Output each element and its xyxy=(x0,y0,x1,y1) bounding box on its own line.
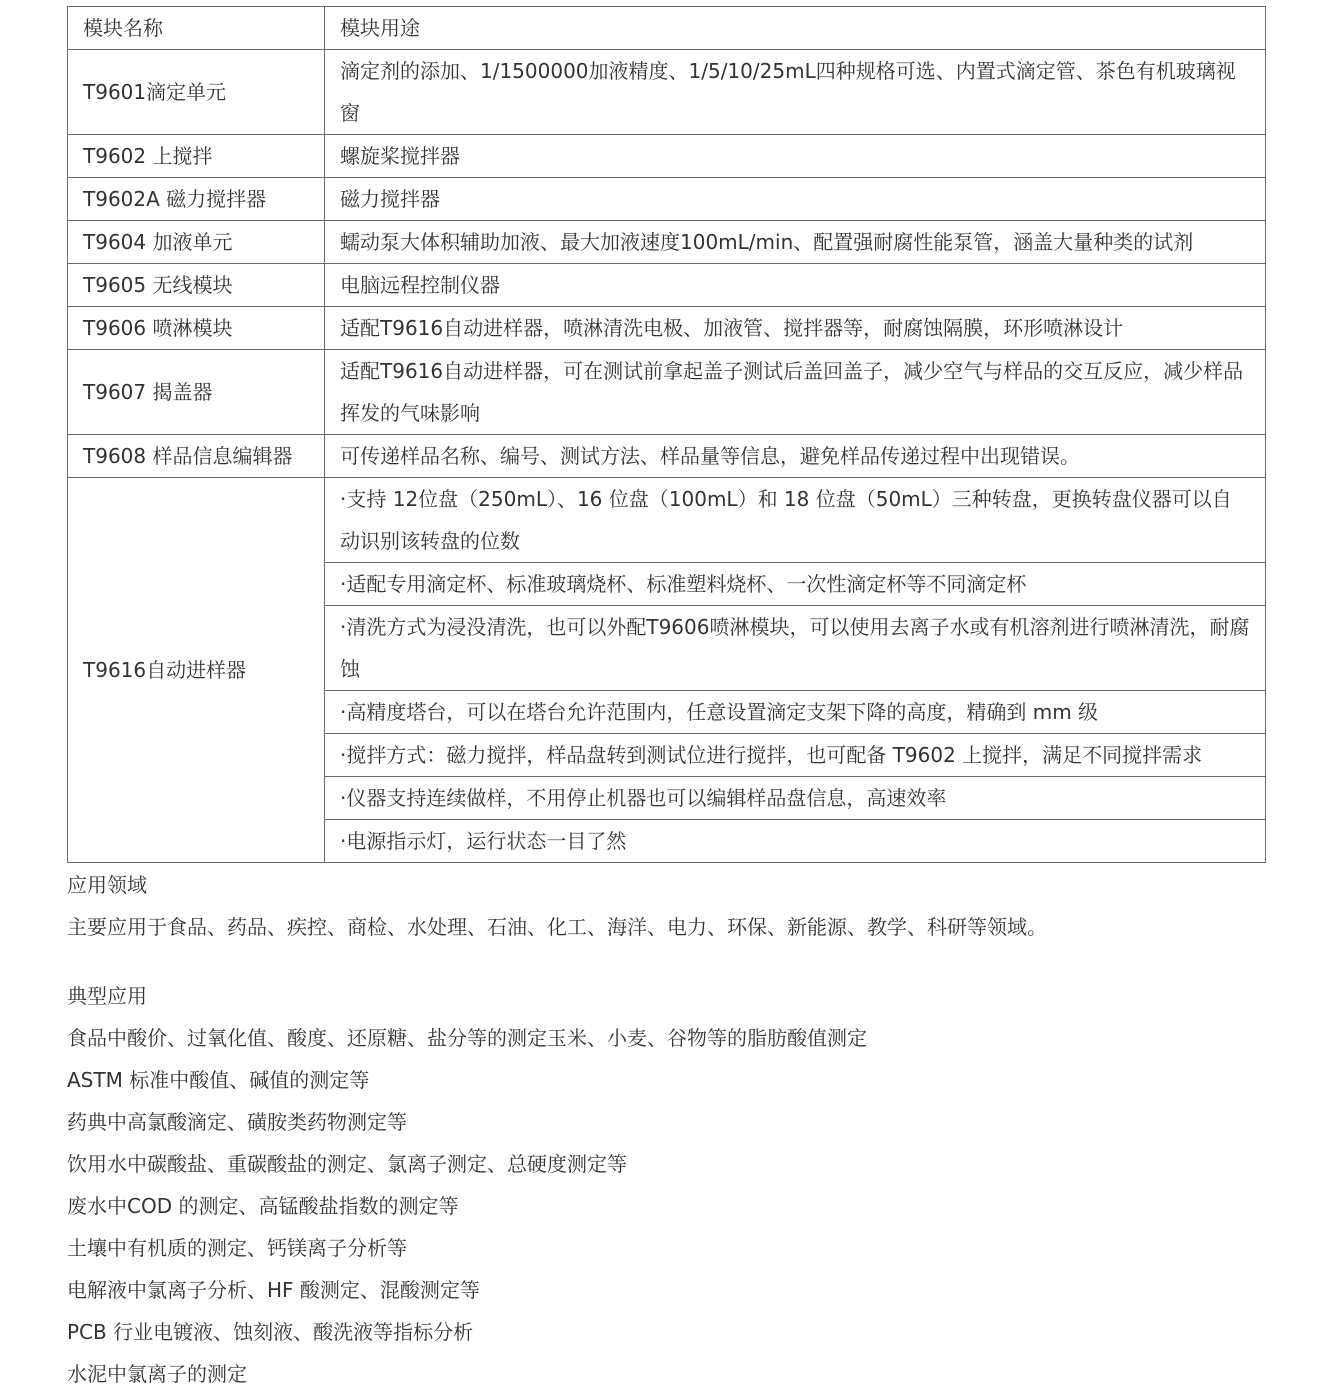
module-usage-cell: 磁力搅拌器 xyxy=(325,178,1266,221)
module-usage-cell: 电脑远程控制仪器 xyxy=(325,264,1266,307)
list-item: ASTM 标准中酸值、碱值的测定等 xyxy=(67,1068,370,1092)
module-usage-cell: 适配T9616自动进样器，可在测试前拿起盖子测试后盖回盖子，减少空气与样品的交互反应，减少样品挥发的气味影响 xyxy=(325,350,1266,435)
module-name-cell: T9608 样品信息编辑器 xyxy=(68,435,325,478)
module-name-cell: T9602A 磁力搅拌器 xyxy=(68,178,325,221)
table-row xyxy=(68,178,1266,221)
table-row xyxy=(68,307,1266,350)
module-table xyxy=(67,6,1266,863)
module-usage-cell: 螺旋桨搅拌器 xyxy=(325,135,1266,178)
list-item: 废水中COD 的测定、高锰酸盐指数的测定等 xyxy=(67,1194,459,1218)
module-usage-cell: 适配T9616自动进样器，喷淋清洗电极、加液管、搅拌器等，耐腐蚀隔膜，环形喷淋设计 xyxy=(325,307,1266,350)
sampler-feature-cell: ·清洗方式为浸没清洗，也可以外配T9606喷淋模块，可以使用去离子水或有机溶剂进行喷淋清洗，耐腐蚀 xyxy=(325,606,1266,691)
module-name-cell: T9602 上搅拌 xyxy=(68,135,325,178)
module-name-cell: T9607 揭盖器 xyxy=(68,350,325,435)
application-field-text: 主要应用于食品、药品、疾控、商检、水处理、石油、化工、海洋、电力、环保、新能源、教学、科研等领域。 xyxy=(67,915,1047,939)
module-usage-cell: 可传递样品名称、编号、测试方法、样品量等信息，避免样品传递过程中出现错误。 xyxy=(325,435,1266,478)
typical-applications-title: 典型应用 xyxy=(67,984,147,1008)
list-item: 饮用水中碳酸盐、重碳酸盐的测定、氯离子测定、总硬度测定等 xyxy=(67,1152,627,1176)
table-header-row xyxy=(68,7,1266,50)
module-name-cell: T9601滴定单元 xyxy=(68,50,325,135)
list-item: 药典中高氯酸滴定、磺胺类药物测定等 xyxy=(67,1110,407,1134)
table-row xyxy=(68,478,1266,563)
module-name-cell: T9604 加液单元 xyxy=(68,221,325,264)
list-item: 电解液中氯离子分析、HF 酸测定、混酸测定等 xyxy=(67,1278,480,1302)
application-field-section xyxy=(67,864,1267,948)
table-row xyxy=(68,350,1266,435)
list-item: 水泥中氯离子的测定 xyxy=(67,1362,247,1386)
list-item: PCB 行业电镀液、蚀刻液、酸洗液等指标分析 xyxy=(67,1320,474,1344)
sampler-feature-cell: ·仪器支持连续做样，不用停止机器也可以编辑样品盘信息，高速效率 xyxy=(325,777,1266,820)
sampler-feature-cell: ·电源指示灯，运行状态一目了然 xyxy=(325,820,1266,863)
table-row xyxy=(68,50,1266,135)
module-usage-cell: 滴定剂的添加、1/1500000加液精度、1/5/10/25mL四种规格可选、内置式滴定管、茶色有机玻璃视窗 xyxy=(325,50,1266,135)
header-module-usage: 模块用途 xyxy=(325,7,1266,50)
sampler-feature-cell: ·支持 12位盘（250mL）、16 位盘（100mL）和 18 位盘（50mL）三种转盘，更换转盘仪器可以自动识别该转盘的位数 xyxy=(325,478,1266,563)
module-usage-cell: 蠕动泵大体积辅助加液、最大加液速度100mL/min、配置强耐腐性能泵管，涵盖大量种类的试剂 xyxy=(325,221,1266,264)
module-name-cell: T9605 无线模块 xyxy=(68,264,325,307)
table-row xyxy=(68,221,1266,264)
sampler-name-cell: T9616自动进样器 xyxy=(68,478,325,863)
table-row xyxy=(68,135,1266,178)
application-field-title: 应用领域 xyxy=(67,873,147,897)
table-row xyxy=(68,435,1266,478)
sampler-feature-cell: ·高精度塔台，可以在塔台允许范围内，任意设置滴定支架下降的高度，精确到 mm 级 xyxy=(325,691,1266,734)
module-name-cell: T9606 喷淋模块 xyxy=(68,307,325,350)
sampler-feature-cell: ·适配专用滴定杯、标准玻璃烧杯、标准塑料烧杯、一次性滴定杯等不同滴定杯 xyxy=(325,563,1266,606)
header-module-name: 模块名称 xyxy=(68,7,325,50)
table-row xyxy=(68,264,1266,307)
list-item: 土壤中有机质的测定、钙镁离子分析等 xyxy=(67,1236,407,1260)
list-item: 食品中酸价、过氧化值、酸度、还原糖、盐分等的测定玉米、小麦、谷物等的脂肪酸值测定 xyxy=(67,1026,867,1050)
typical-applications-section xyxy=(67,975,1267,1395)
sampler-feature-cell: ·搅拌方式：磁力搅拌，样品盘转到测试位进行搅拌，也可配备 T9602 上搅拌，满足不同搅拌需求 xyxy=(325,734,1266,777)
